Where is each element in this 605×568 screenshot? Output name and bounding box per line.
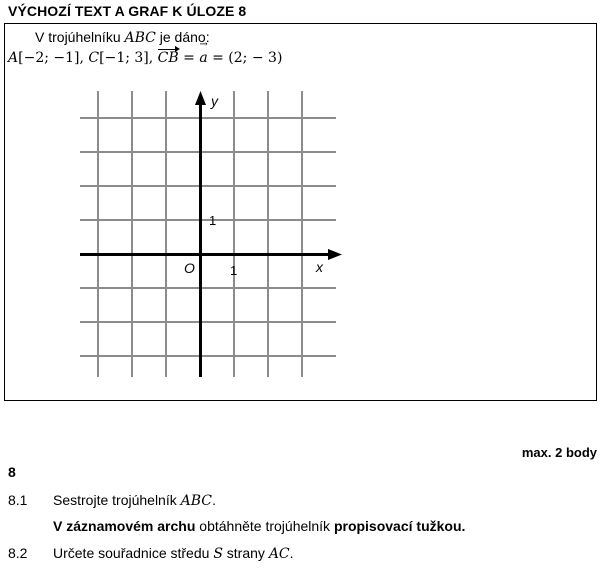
y-axis-arrow	[195, 91, 206, 105]
y-tick-label: 1	[209, 213, 217, 228]
point-c-label: C	[88, 50, 100, 66]
vector-value-tail: − 3)	[251, 50, 283, 66]
instruction-normal: obtáhněte trojúhelník	[199, 518, 331, 534]
x-axis-label: x	[316, 259, 323, 275]
intro-triangle: ABC	[124, 30, 156, 46]
task-text-prefix: Určete souřadnice středu	[53, 545, 210, 561]
task-text	[53, 545, 294, 562]
task-number: 8.2	[8, 545, 28, 561]
task-text-prefix: Sestrojte trojúhelník	[53, 492, 177, 508]
grid-lines	[80, 91, 336, 377]
task-text-mid: strany	[226, 545, 265, 561]
origin-label: O	[184, 260, 195, 276]
intro-prefix: V trojúhelníku	[35, 29, 121, 45]
point-a-label: A	[8, 50, 19, 66]
vector-value: = (2;	[212, 50, 248, 66]
task-text-suffix: .	[289, 545, 294, 561]
task-math-s: S	[213, 546, 223, 562]
task-text-suffix: .	[212, 492, 216, 508]
task-math: ABC	[180, 493, 212, 509]
section-heading: VÝCHOZÍ TEXT A GRAF K ÚLOZE 8	[8, 3, 247, 19]
task-text	[53, 492, 216, 509]
instruction-text	[53, 518, 465, 534]
point-a-coords: [−2; −1],	[18, 50, 84, 66]
vector-a: a →	[199, 50, 207, 66]
task-math-ac: AC	[268, 546, 290, 562]
instruction-bold-2: propisovací tužkou.	[333, 518, 466, 534]
equals-sign: =	[183, 50, 195, 66]
x-axis-arrow	[328, 249, 342, 260]
intro-suffix: je dáno:	[159, 29, 210, 45]
point-c-coords: [−1; 3],	[99, 50, 154, 66]
instruction-bold-1: V záznamovém archu	[53, 518, 196, 534]
y-axis-label: y	[211, 93, 218, 109]
x-tick-label: 1	[230, 263, 238, 278]
question-number: 8	[8, 464, 16, 480]
vector-cb: CB	[157, 50, 179, 66]
max-points: max. 2 body	[521, 445, 597, 460]
task-number: 8.1	[8, 492, 28, 508]
